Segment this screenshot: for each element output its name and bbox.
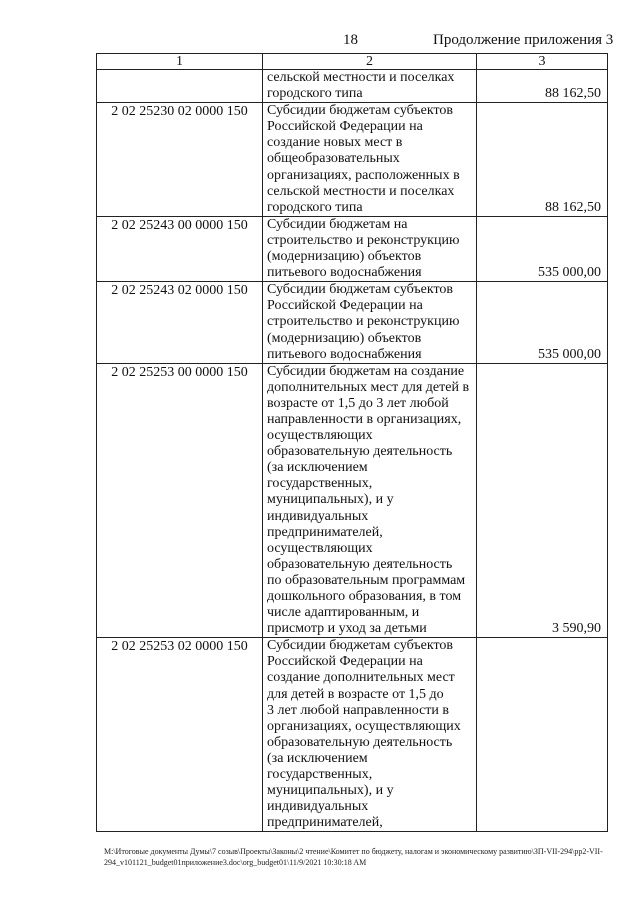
description-line: Субсидии бюджетам субъектов: [267, 103, 454, 119]
description-line: образовательную деятельность: [267, 556, 453, 572]
description-line: организациях, осуществляющих: [267, 718, 461, 734]
budget-code: 2 02 25253 02 0000 150: [97, 638, 263, 832]
description-line: Субсидии бюджетам субъектов: [267, 282, 454, 298]
description-line: присмотр и уход за детьми: [267, 621, 427, 637]
budget-code: 2 02 25253 00 0000 150: [97, 363, 263, 638]
table-row: [97, 638, 608, 832]
budget-code: 2 02 25243 02 0000 150: [97, 282, 263, 363]
description-line: муниципальных), и у: [267, 492, 394, 508]
page-number: 18: [343, 32, 358, 48]
amount: [477, 638, 608, 832]
amount: 88 162,50: [477, 70, 608, 103]
income-description: [263, 282, 477, 363]
description-line: (модернизацию) объектов: [267, 249, 422, 265]
amount: 535 000,00: [477, 282, 608, 363]
description-line: возрасте от 1,5 до 3 лет любой: [267, 395, 449, 411]
description-line: предпринимателей,: [267, 815, 383, 831]
amount: 88 162,50: [477, 103, 608, 217]
description-line: муниципальных), и у: [267, 783, 394, 799]
description-line: питьевого водоснабжения: [267, 346, 422, 362]
description-line: сельской местности и поселках: [267, 183, 455, 199]
description-line: городского типа: [267, 86, 363, 102]
description-line: Субсидии бюджетам на: [267, 216, 408, 232]
description-line: сельской местности и поселках: [267, 70, 455, 85]
description-line: питьевого водоснабжения: [267, 265, 422, 281]
description-line: направленности в организациях,: [267, 411, 462, 427]
budget-table: [96, 53, 608, 832]
description-line: предпринимателей,: [267, 524, 383, 540]
description-line: индивидуальных: [267, 799, 369, 815]
description-line: индивидуальных: [267, 508, 369, 524]
description-line: государственных,: [267, 767, 373, 783]
description-line: Российской Федерации на: [267, 119, 423, 135]
description-line: Российской Федерации на: [267, 298, 423, 314]
description-line: создание новых мест в: [267, 135, 403, 151]
column-number: 3: [477, 54, 608, 70]
table-row: [97, 282, 608, 363]
description-line: для детей в возрасте от 1,5 до: [267, 686, 444, 702]
description-line: (за исключением: [267, 750, 368, 766]
description-line: создание дополнительных мест: [267, 670, 455, 686]
description-line: дополнительных мест для детей в: [267, 379, 470, 395]
description-line: (за исключением: [267, 460, 368, 476]
file-path-footer: М:\Итоговые документы Думы\7 созыв\Проекты\Законы\2 чтение\Комитет по бюджету, налогам и экономическому развитию\ЗП-VII-294\рр2-VII-294_v101121_budget01приложение3.doc\org_budget01\11/9/2021 10:30:18 AM: [104, 847, 603, 867]
table-row: [97, 70, 608, 103]
description-line: Субсидии бюджетам субъектов: [267, 638, 454, 654]
description-line: государственных,: [267, 476, 373, 492]
amount: 3 590,90: [477, 363, 608, 638]
column-number: 2: [263, 54, 477, 70]
continuation-heading: Продолжение приложения 3: [433, 32, 614, 48]
amount: 535 000,00: [477, 216, 608, 281]
description-line: общеобразовательных: [267, 151, 400, 167]
budget-code: 2 02 25230 02 0000 150: [97, 103, 263, 217]
description-line: городского типа: [267, 199, 363, 215]
description-line: осуществляющих: [267, 540, 373, 556]
description-line: образовательную деятельность: [267, 734, 453, 750]
column-number: 1: [97, 54, 263, 70]
income-description: [263, 638, 477, 832]
income-description: [263, 216, 477, 281]
description-line: 3 лет любой направленности в: [267, 702, 449, 718]
description-line: строительство и реконструкцию: [267, 232, 460, 248]
description-line: строительство и реконструкцию: [267, 314, 460, 330]
description-line: Российской Федерации на: [267, 654, 423, 670]
table-row: [97, 363, 608, 638]
description-line: дошкольного образования, в том: [267, 589, 462, 604]
description-line: образовательную деятельность: [267, 444, 453, 460]
budget-code: [97, 70, 263, 103]
income-description: [263, 103, 477, 217]
description-line: числе адаптированным, и: [267, 605, 420, 621]
column-number-row: [97, 54, 608, 70]
description-line: организациях, расположенных в: [267, 167, 460, 183]
income-description: [263, 70, 477, 103]
description-line: (модернизацию) объектов: [267, 330, 422, 346]
description-line: осуществляющих: [267, 428, 373, 444]
description-line: Субсидии бюджетам на создание: [267, 363, 465, 379]
description-line: по образовательным программам: [267, 572, 466, 588]
budget-code: 2 02 25243 00 0000 150: [97, 216, 263, 281]
income-description: [263, 363, 477, 638]
table-row: [97, 216, 608, 281]
table-row: [97, 103, 608, 217]
